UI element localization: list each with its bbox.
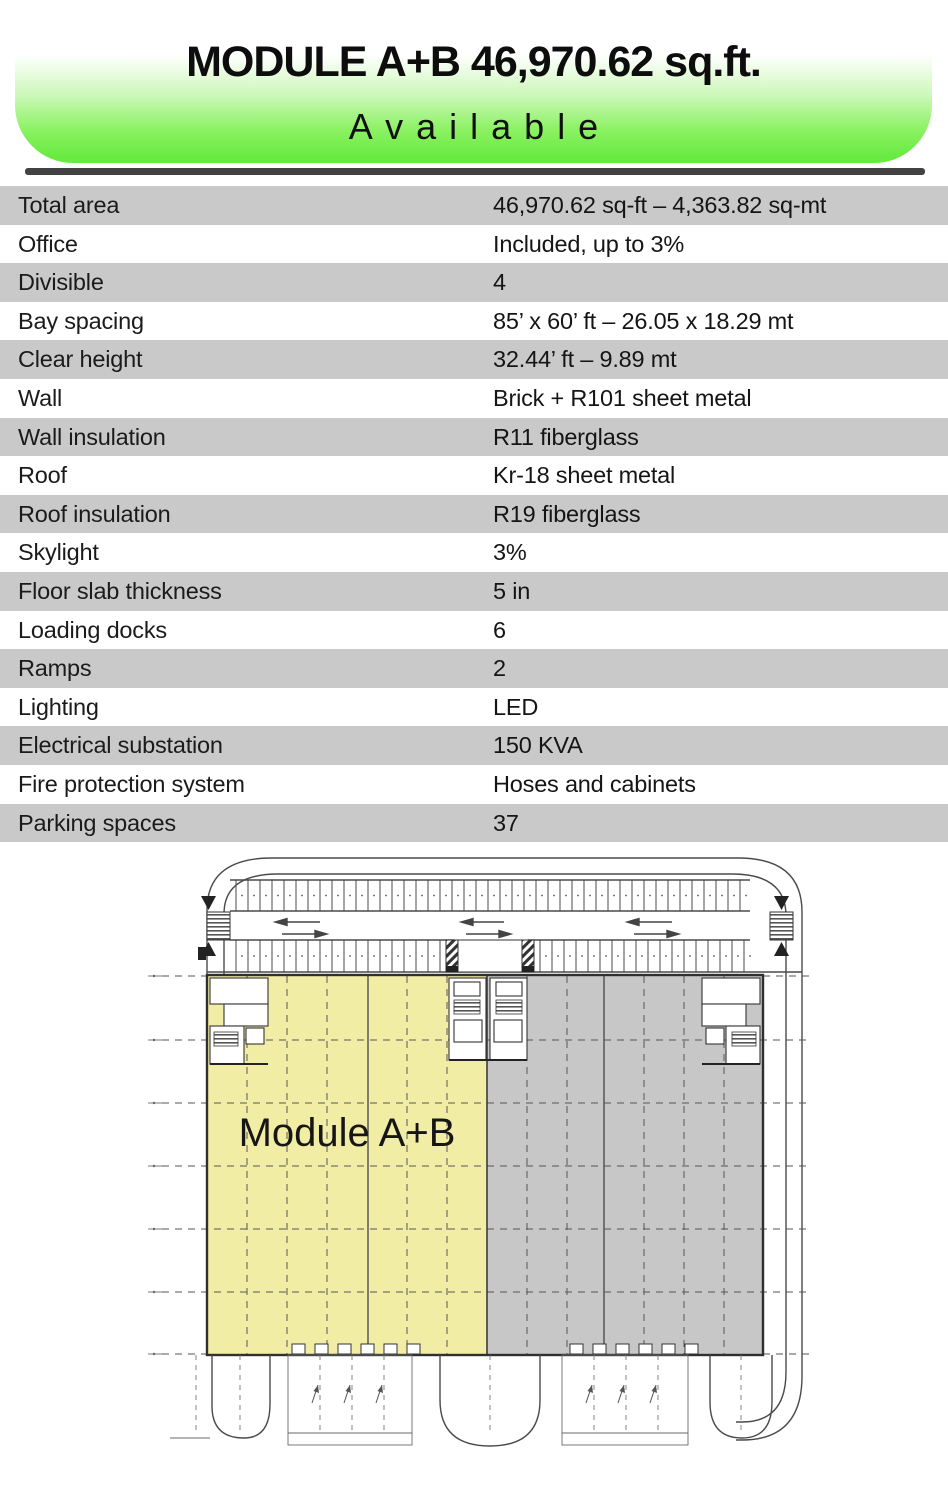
spec-label: Ramps	[18, 655, 92, 682]
spec-label: Wall	[18, 384, 63, 411]
spec-value: 5 in	[493, 577, 531, 604]
right-ramp	[770, 896, 793, 956]
spec-label: Roof	[18, 462, 67, 489]
spec-label: Clear height	[18, 346, 143, 373]
spec-value: LED	[493, 693, 539, 720]
spec-label: Fire protection system	[18, 770, 245, 797]
spec-row	[0, 186, 948, 225]
spec-row	[0, 418, 948, 457]
banner-divider	[25, 168, 925, 175]
spec-row	[0, 804, 948, 843]
spec-row	[0, 263, 948, 302]
truck-courts	[170, 1355, 772, 1446]
spec-label: Divisible	[18, 269, 104, 296]
spec-row	[0, 340, 948, 379]
spec-value: Included, up to 3%	[493, 230, 685, 257]
spec-row	[0, 533, 948, 572]
spec-value: 46,970.62 sq-ft – 4,363.82 sq-mt	[493, 192, 827, 218]
spec-value: R11 fiberglass	[493, 423, 639, 450]
spec-row	[0, 572, 948, 611]
spec-value: 6	[493, 616, 506, 643]
spec-value: 150 KVA	[493, 732, 583, 759]
spec-label: Floor slab thickness	[18, 577, 222, 604]
spec-row	[0, 379, 948, 418]
page-title: MODULE A+B 46,970.62 sq.ft.	[186, 38, 761, 86]
module-label: Module A+B	[238, 1111, 456, 1155]
spec-value: 4	[493, 269, 506, 296]
spec-row	[0, 611, 948, 650]
spec-label: Lighting	[18, 693, 99, 720]
spec-label: Total area	[18, 192, 120, 218]
truck-court-gridlines	[196, 1355, 741, 1434]
spec-label: Skylight	[18, 539, 99, 566]
spec-value: 3%	[493, 539, 527, 566]
spec-label: Loading docks	[18, 616, 167, 643]
specs-table	[0, 186, 948, 842]
spec-value: 37	[493, 809, 519, 836]
parking-stalls-top	[236, 880, 747, 911]
spec-value: Hoses and cabinets	[493, 770, 696, 797]
spec-value: 32.44’ ft – 9.89 mt	[493, 346, 677, 373]
spec-value: 2	[493, 655, 506, 682]
spec-label: Roof insulation	[18, 500, 171, 527]
floor-plan	[50, 850, 910, 1470]
spec-row	[0, 765, 948, 804]
spec-label: Wall insulation	[18, 423, 166, 450]
spec-row	[0, 225, 948, 264]
spec-row	[0, 726, 948, 765]
spec-row	[0, 456, 948, 495]
truck-court-arrows	[312, 1385, 657, 1403]
spec-row	[0, 302, 948, 341]
availability-banner	[15, 8, 932, 163]
spec-row	[0, 688, 948, 727]
spec-value: 85’ x 60’ ft – 26.05 x 18.29 mt	[493, 307, 794, 334]
spec-label: Parking spaces	[18, 809, 176, 836]
spec-row	[0, 649, 948, 688]
availability-badge: Available	[348, 106, 612, 147]
spec-row	[0, 495, 948, 534]
spec-value: R19 fiberglass	[493, 500, 641, 527]
spec-value: Kr-18 sheet metal	[493, 462, 676, 489]
grid-ticks	[148, 975, 162, 1355]
spec-label: Office	[18, 230, 78, 257]
spec-value: Brick + R101 sheet metal	[493, 384, 752, 411]
traffic-arrows	[275, 919, 679, 938]
spec-label: Electrical substation	[18, 732, 223, 759]
spec-label: Bay spacing	[18, 307, 144, 334]
